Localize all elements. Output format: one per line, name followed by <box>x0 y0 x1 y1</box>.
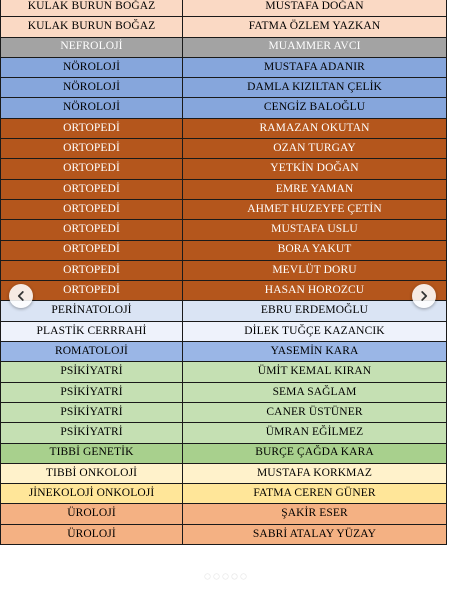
department-cell: ORTOPEDİ <box>1 240 183 260</box>
table-row <box>1 17 447 37</box>
table-row <box>1 98 447 118</box>
doctor-name-cell: MEVLÜT DORU <box>183 260 447 280</box>
carousel-dot[interactable] <box>214 574 219 579</box>
doctor-name-cell: ÜMİT KEMAL KIRAN <box>183 362 447 382</box>
department-cell: PERİNATOLOJİ <box>1 301 183 321</box>
table-row <box>1 463 447 483</box>
table-row <box>1 301 447 321</box>
doctor-name-cell: CENGİZ BALOĞLU <box>183 98 447 118</box>
department-cell: ROMATOLOJİ <box>1 342 183 362</box>
doctor-name-cell: MUSTAFA DOĞAN <box>183 0 447 17</box>
table-row <box>1 199 447 219</box>
carousel-dot[interactable] <box>232 574 237 579</box>
doctor-name-cell: YETKİN DOĞAN <box>183 159 447 179</box>
doctor-name-cell: DAMLA KIZILTAN ÇELİK <box>183 78 447 98</box>
department-cell: ORTOPEDİ <box>1 179 183 199</box>
department-cell: KULAK BURUN BOĞAZ <box>1 0 183 17</box>
department-cell: PSİKİYATRİ <box>1 362 183 382</box>
doctor-name-cell: ŞAKİR ESER <box>183 504 447 524</box>
department-cell: JİNEKOLOJİ ONKOLOJİ <box>1 484 183 504</box>
table-row <box>1 402 447 422</box>
doctor-name-cell: BURÇE ÇAĞDA KARA <box>183 443 447 463</box>
table-row <box>1 362 447 382</box>
table-row <box>1 220 447 240</box>
department-cell: ORTOPEDİ <box>1 118 183 138</box>
doctor-name-cell: MUSTAFA ADANIR <box>183 57 447 77</box>
doctor-name-cell: ÜMRAN EĞİLMEZ <box>183 423 447 443</box>
department-cell: PSİKİYATRİ <box>1 402 183 422</box>
table-row <box>1 484 447 504</box>
department-cell: TIBBİ GENETİK <box>1 443 183 463</box>
carousel-prev-button[interactable] <box>9 284 33 308</box>
table-row <box>1 260 447 280</box>
doctor-name-cell: MUAMMER AVCI <box>183 37 447 57</box>
doctor-name-cell: FATMA ÖZLEM YAZKAN <box>183 17 447 37</box>
doctor-name-cell: EMRE YAMAN <box>183 179 447 199</box>
doctor-name-cell: CANER ÜSTÜNER <box>183 402 447 422</box>
doctor-name-cell: AHMET HUZEYFE ÇETİN <box>183 199 447 219</box>
department-cell: ÜROLOJİ <box>1 504 183 524</box>
carousel-next-button[interactable] <box>412 284 436 308</box>
department-cell: ORTOPEDİ <box>1 281 183 301</box>
department-cell: ORTOPEDİ <box>1 139 183 159</box>
table-row <box>1 0 447 17</box>
doctor-name-cell: SEMA SAĞLAM <box>183 382 447 402</box>
doctor-name-cell: FATMA CEREN GÜNER <box>183 484 447 504</box>
table-row <box>1 524 447 544</box>
carousel-dot[interactable] <box>223 574 228 579</box>
table-row <box>1 139 447 159</box>
table-row <box>1 342 447 362</box>
department-cell: ÜROLOJİ <box>1 524 183 544</box>
doctor-name-cell: HASAN HOROZCU <box>183 281 447 301</box>
doctor-name-cell: MUSTAFA USLU <box>183 220 447 240</box>
table-row <box>1 37 447 57</box>
department-cell: ORTOPEDİ <box>1 260 183 280</box>
doctor-name-cell: SABRİ ATALAY YÜZAY <box>183 524 447 544</box>
doctor-name-cell: DİLEK TUĞÇE KAZANCIK <box>183 321 447 341</box>
table-row <box>1 321 447 341</box>
table-row <box>1 281 447 301</box>
doctor-name-cell: RAMAZAN OKUTAN <box>183 118 447 138</box>
doctor-name-cell: EBRU ERDEMOĞLU <box>183 301 447 321</box>
department-cell: NÖROLOJİ <box>1 98 183 118</box>
department-cell: PLASTİK CERRRAHİ <box>1 321 183 341</box>
doctor-name-cell: YASEMİN KARA <box>183 342 447 362</box>
doctor-name-cell: OZAN TURGAY <box>183 139 447 159</box>
chevron-right-icon <box>418 290 430 302</box>
department-cell: NEFROLOJİ <box>1 37 183 57</box>
doctor-name-cell: BORA YAKUT <box>183 240 447 260</box>
department-cell: NÖROLOJİ <box>1 78 183 98</box>
table-row <box>1 159 447 179</box>
table-row <box>1 118 447 138</box>
chevron-left-icon <box>15 290 27 302</box>
doctor-name-cell: MUSTAFA KORKMAZ <box>183 463 447 483</box>
department-cell: TIBBİ ONKOLOJİ <box>1 463 183 483</box>
table-row <box>1 504 447 524</box>
department-cell: ORTOPEDİ <box>1 199 183 219</box>
table-row <box>1 382 447 402</box>
department-cell: NÖROLOJİ <box>1 57 183 77</box>
table-row <box>1 179 447 199</box>
department-cell: PSİKİYATRİ <box>1 382 183 402</box>
carousel-dot[interactable] <box>205 574 210 579</box>
department-cell: ORTOPEDİ <box>1 159 183 179</box>
table-row <box>1 57 447 77</box>
table-row <box>1 423 447 443</box>
department-cell: PSİKİYATRİ <box>1 423 183 443</box>
carousel-dots <box>0 574 450 579</box>
table-row <box>1 240 447 260</box>
table-row <box>1 443 447 463</box>
carousel-dot[interactable] <box>241 574 246 579</box>
department-cell: KULAK BURUN BOĞAZ <box>1 17 183 37</box>
table-row <box>1 78 447 98</box>
department-cell: ORTOPEDİ <box>1 220 183 240</box>
roster-body <box>1 0 447 545</box>
